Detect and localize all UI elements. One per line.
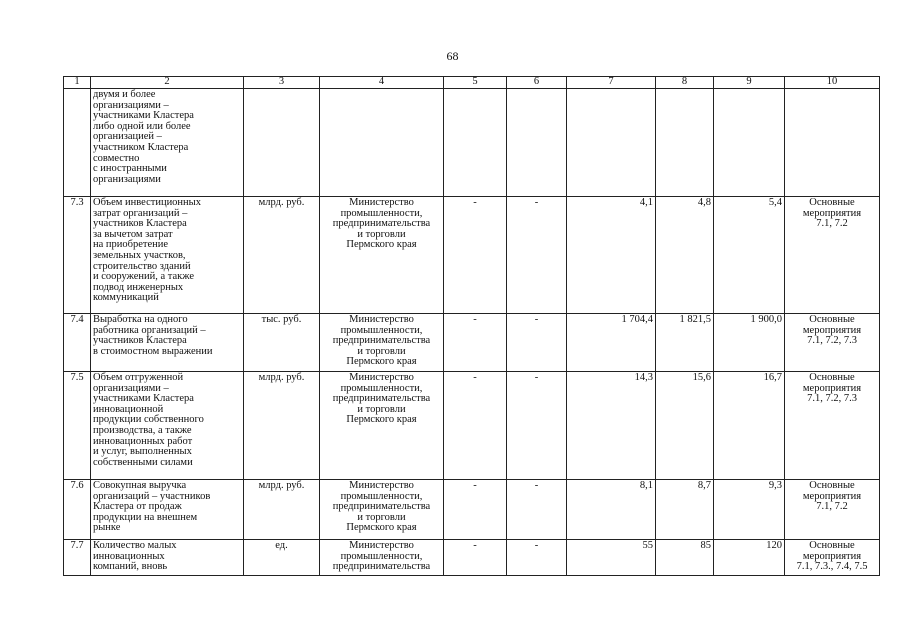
unit: млрд. руб. [258,372,305,383]
unit: млрд. руб. [258,480,305,491]
column-header: 4 [320,77,444,89]
activities: Основные мероприятия 7.1, 7.2 [802,197,862,230]
column-header: 8 [656,77,714,89]
value-col5: - [444,540,507,576]
table-row [64,372,880,480]
column-header: 6 [507,77,567,89]
value-col6: - [507,540,567,576]
row-number [64,89,91,197]
table-row [64,314,880,372]
table-row [64,89,880,197]
responsible-agency: Министерство промышленности, предпринимательства [332,540,431,573]
indicators-table [63,76,880,576]
value-col9: 5,4 [714,197,785,314]
value-col5: - [444,314,507,372]
value-col8 [656,89,714,197]
value-col7 [567,89,656,197]
value-col5: - [444,197,507,314]
value-col9: 1 900,0 [714,314,785,372]
value-col9 [714,89,785,197]
header-row [64,77,880,89]
unit: ед. [275,540,288,551]
activities: Основные мероприятия 7.1, 7.3., 7.4, 7.5 [796,540,868,573]
value-col8: 15,6 [656,372,714,480]
value-col7: 4,1 [567,197,656,314]
value-col7: 1 704,4 [567,314,656,372]
column-header: 5 [444,77,507,89]
column-header: 3 [244,77,320,89]
indicator-name: Совокупная выручка организаций – участников Кластера от продаж продукции на внешнем рынке [93,480,211,534]
table-row [64,540,880,576]
page-number: 68 [446,49,459,63]
value-col7: 8,1 [567,480,656,540]
column-header: 10 [785,77,880,89]
responsible-agency: Министерство промышленности, предпринимательства и торговли Пермского края [332,197,431,251]
value-col6: - [507,314,567,372]
indicator-name: Количество малых инновационных компаний, вновь [93,540,177,573]
value-col9: 120 [714,540,785,576]
column-header: 1 [64,77,91,89]
row-number: 7.4 [64,314,91,372]
value-col5: - [444,480,507,540]
responsible-agency: Министерство промышленности, предпринимательства и торговли Пермского края [332,480,431,534]
row-number: 7.6 [64,480,91,540]
row-number: 7.5 [64,372,91,480]
row-number: 7.3 [64,197,91,314]
indicator-name: Объем отгруженной организациями – участниками Кластера инновационной продукции собственного производства, а также инновационных работ и услуг, выполненных собственными силами [93,372,204,468]
column-header: 7 [567,77,656,89]
value-col9: 16,7 [714,372,785,480]
unit: млрд. руб. [258,197,305,208]
indicator-name: Объем инвестиционных затрат организаций – участников Кластера за вычетом затрат на приобретение земельных участков, строительство зданий и сооружений, а также подвод инженерных коммуникаций [93,197,201,304]
column-header: 2 [91,77,244,89]
column-header: 9 [714,77,785,89]
indicator-name: двумя и более организациями – участниками Кластера либо одной или более организацией – участником Кластера совместно с иностранными организациями [93,89,194,185]
responsible-agency: Министерство промышленности, предпринимательства и торговли Пермского края [332,372,431,426]
value-col7: 55 [567,540,656,576]
value-col6: - [507,372,567,480]
value-col8: 85 [656,540,714,576]
value-col7: 14,3 [567,372,656,480]
unit: тыс. руб. [261,314,302,325]
value-col6: - [507,197,567,314]
activities: Основные мероприятия 7.1, 7.2 [802,480,862,513]
value-col5: - [444,372,507,480]
row-number: 7.7 [64,540,91,576]
value-col8: 8,7 [656,480,714,540]
responsible-agency: Министерство промышленности, предпринимательства и торговли Пермского края [332,314,431,368]
activities: Основные мероприятия 7.1, 7.2, 7.3 [802,372,862,405]
value-col5 [444,89,507,197]
value-col8: 4,8 [656,197,714,314]
indicator-name: Выработка на одного работника организаций – участников Кластера в стоимостном выражении [93,314,213,357]
value-col6: - [507,480,567,540]
value-col6 [507,89,567,197]
value-col9: 9,3 [714,480,785,540]
table-row [64,480,880,540]
value-col8: 1 821,5 [656,314,714,372]
activities: Основные мероприятия 7.1, 7.2, 7.3 [802,314,862,347]
table-row [64,197,880,314]
